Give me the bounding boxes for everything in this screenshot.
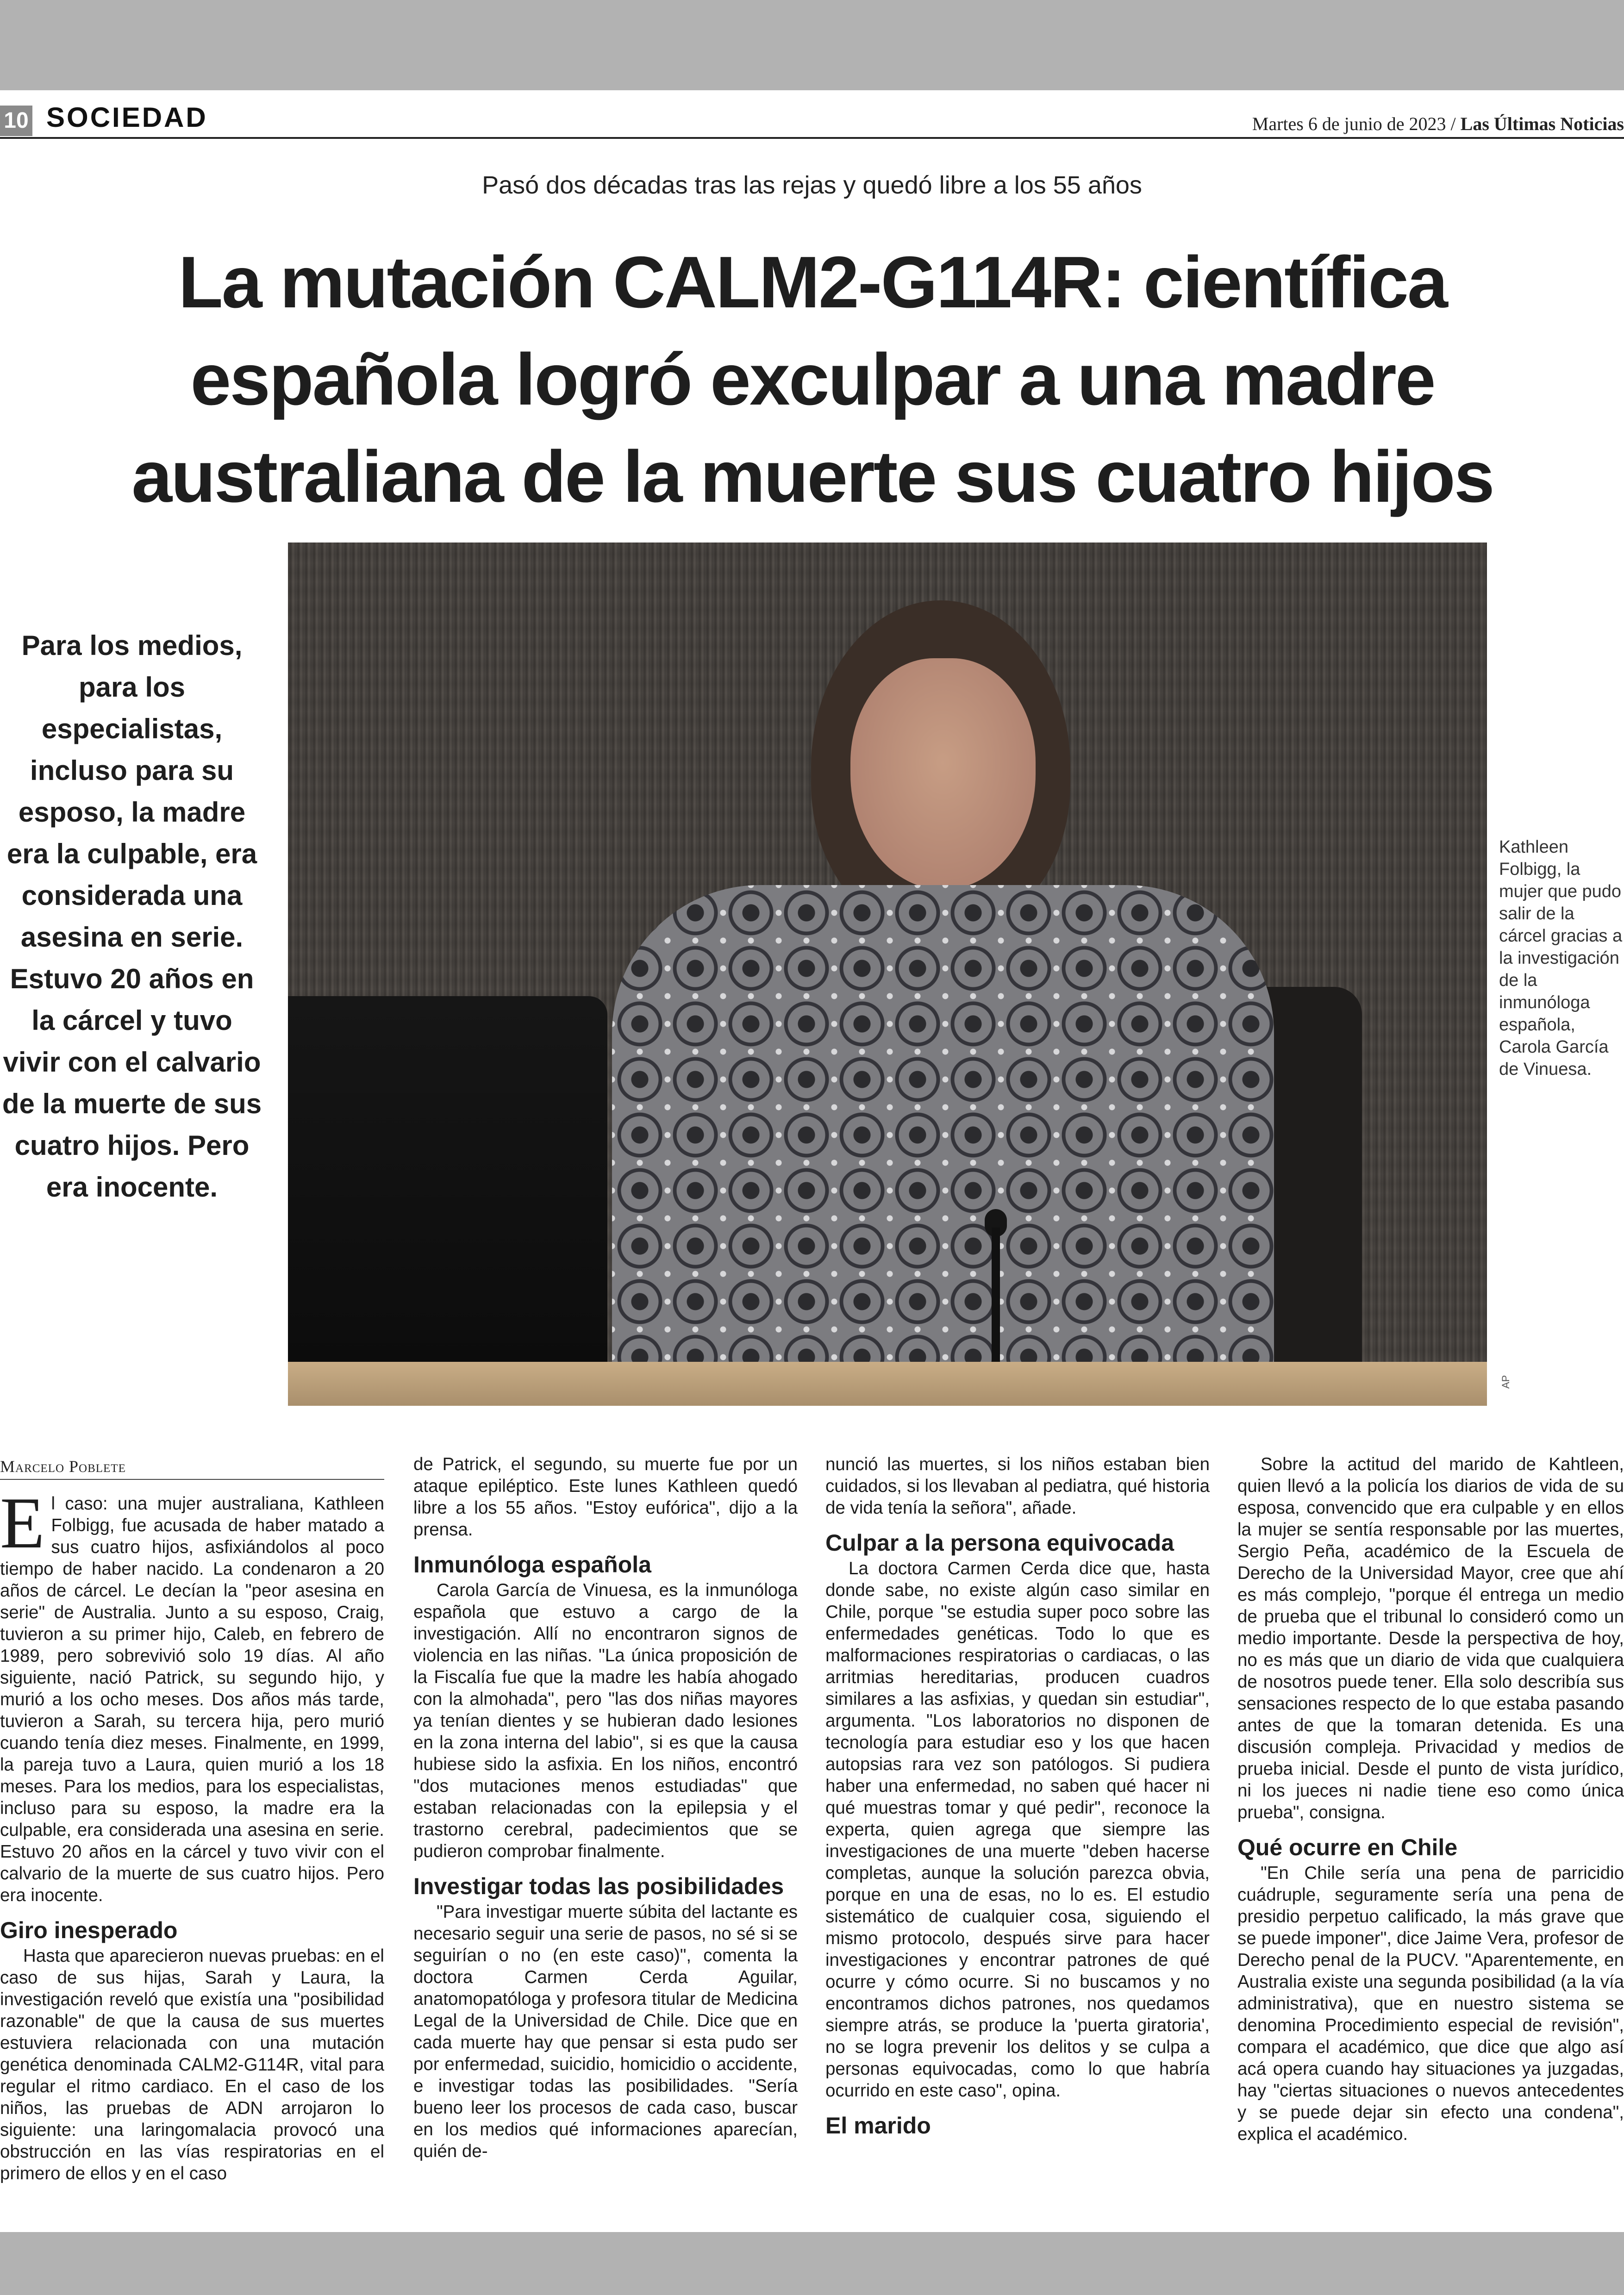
body-paragraph: nunció las muertes, si los niños estaban bien cuidados, si los llevaban al pediatra, qué historia de vida tenía la señora", añade. [825,1454,1210,1518]
pull-quote: Para los medios, para los especialistas, incluso para su esposo, la madre era la culpable, era considerada una asesina en serie. Estuvo 20 años en la cárcel y tuvo vivir con el calvario de la muerte de sus cuatro hijos. Pero era inocente. [2,630,262,1203]
photo-desk [288,1362,1487,1406]
photo-caption: Kathleen Folbigg, la mujer que pudo salir de la cárcel gracias a la investigación de la inmunóloga española, Carola García de Vinuesa. [1499,837,1623,1079]
publication-date: Martes 6 de junio de 2023 / [1252,113,1461,134]
header-rule [0,137,1624,139]
section-title: SOCIEDAD [46,102,208,133]
body-paragraph: "Para investigar muerte súbita del lactante es necesario seguir una serie de pasos, no sé si se seguirían o no (en este caso)", comenta la doctora Carmen Cerda Aguilar, anatomopatóloga y profesora titular de Medicina Legal de la Universidad de Chile. Dice que en cada muerte hay que pensar si esta pudo ser por enfermedad, suicidio, homicidio o accidente, e investigar todas las posibilidades. "Sería bueno leer los procesos de cada caso, buscar en los medios qué informaciones aparecían, quién de- [413,1902,798,2161]
photo-subject-blouse [612,885,1274,1366]
article-column-2 [413,1453,798,2162]
publication-name: Las Últimas Noticias [1460,113,1624,134]
article-column-3 [825,1453,1210,2140]
page-number: 10 [0,106,32,136]
top-margin-band [0,0,1624,90]
subhead-investigar-posibilidades: Investigar todas las posibilidades [413,1873,784,1899]
body-paragraph: "En Chile sería una pena de parricidio cuádruple, seguramente sería una pena de presidio perpetuo calificado, la más grave que se puede imponer", dice Jaime Vera, profesor de Derecho penal de la PUCV. "Aparentemente, en Australia existe una segunda posibilidad (a la vía administrativa), que en nuestro sistema se denomina Procedimiento especial de revisión", compara el académico, que dice que algo así acá opera cuando hay situaciones ya juzgadas, hay "ciertas situaciones o nuevos antecedentes y se puede dejar sin efecto una condena", explica el académico. [1237,1863,1624,2144]
body-paragraph: Hasta que aparecieron nuevas pruebas: en el caso de sus hijas, Sarah y Laura, la investigación reveló que existía una "posibilidad razonable" de que la causa de sus muertes estuviera relacionada con una mutación genética denominada CALM2-G114R, vital para regular el ritmo cardiaco. En el caso de los niños, las pruebas de ADN arrojaron lo siguiente: una laringomalacia provocó una obstrucción en las vías respiratorias en el primero de ellos y en el caso [0,1946,384,2183]
article-photo [288,543,1487,1406]
bottom-margin-band [0,2232,1624,2295]
subhead-giro-inesperado: Giro inesperado [0,1917,178,1943]
drop-cap: E [0,1483,45,1564]
article-column-1 [0,1483,384,2184]
body-paragraph: de Patrick, el segundo, su muerte fue por un ataque epiléptico. Este lunes Kathleen quedó libre a los 55 años. "Estoy eufórica", dijo a la prensa. [413,1454,798,1540]
subhead-culpar-persona-equivocada: Culpar a la persona equivocada [825,1530,1174,1556]
subhead-inmunologa-espanola: Inmunóloga española [413,1552,651,1578]
subhead-que-ocurre-en-chile: Qué ocurre en Chile [1237,1834,1458,1860]
photo-subject-face [850,658,1036,890]
body-paragraph: Carola García de Vinuesa, es la inmunóloga española que estuvo a cargo de la investigación. Allí no encontraron signos de violencia en las niñas. "La única proposición de la Fiscalía fue que la madre les había ahogado con la almohada", pero "las dos niñas mayores ya tenían dientes y se hubieran dado lesiones en la zona interna del labio", si es que la causa hubiese sido la asfixia. En los niños, encontró "dos mutaciones menos estudiadas" que estaban relacionadas con la epilepsia y el trastorno cerebral, padecimientos que se pudieron comprobar finalmente. [413,1580,798,1861]
subhead-el-marido: El marido [825,2113,931,2139]
body-paragraph: La doctora Carmen Cerda dice que, hasta donde sabe, no existe algún caso similar en Chile, porque "se estudia super poco sobre las enfermedades genéticas. Todo lo que es malformaciones respiratorias o cardiacas, o las arritmias hereditarias, producen cuadros similares a las asfixias, y quedan sin estudiar", argumenta. "Los laboratorios no disponen de tecnología para estudiar eso y los que hacen autopsias rara vez son patólogos. Si pudiera haber una enfermedad, no saben qué hacer ni qué muestras tomar y qué pedir", reconoce la experta, quien agrega que siempre las investigaciones de una muerte "deben hacerse completas, aunque la solución parezca obvia, porque en una de esas, no lo es. El estudio sistemático de cualquier cosa, siguiendo el mismo protocolo, después sirve para hacer investigaciones y encontrar patrones de qué ocurre y cómo ocurre. Si no buscamos y no encontramos dichos patrones, nos quedamos siempre atrás, se produce la 'puerta giratoria', no se logra prevenir los delitos y se culpa a personas equivocadas, como lo que habría ocurrido en este caso", opina. [825,1559,1210,2101]
photo-credit: AP [1500,1375,1512,1389]
lead-paragraph [0,1483,384,1906]
article-headline: La mutación CALM2-G114R: científica española logró exculpar a una madre australiana de la muerte sus cuatro hijos [131,242,1493,518]
body-paragraph: Sobre la actitud del marido de Kahtleen, quien llevó a la policía los diarios de vida de su esposa, convencido que era culpable y en ellos la mujer se sentía responsable por las muertes, Sergio Peña, académico de la Escuela de Derecho de la Universidad Mayor, cree que ahí es más complejo, "porque él entrega un medio de prueba que el tribunal lo consideró como un medio importante. Desde la perspectiva de hoy, no es más que un diario de vida que cualquiera de nosotros puede tener. Ella solo describía sus sensaciones respecto de lo que estaba pasando antes de que la tomaran detenida. Es una discusión compleja. Privacidad y medios de prueba inicial. Desde el punto de vista jurídico, ni los jueces ni nadie tiene eso como única prueba", consigna. [1237,1454,1624,1822]
lead-text: l caso: una mujer australiana, Kathleen Folbigg, fue acusada de haber matado a sus cuatro hijos, asfixiándolos al poco tiempo de haber nacido. La condenaron a 20 años de cárcel. Le decían la "peor asesina en serie" de Australia. Junto a su esposo, Craig, tuvieron a su primer hijo, Caleb, en febrero de 1989, pero sobrevivió solo 19 días. Al año siguiente, nació Patrick, su segundo hijo, y murió a los ocho meses. Dos años más tarde, tuvieron a Sarah, su tercera hija, pero murió cuando tenía diez meses. Finalmente, en 1999, la pareja tuvo a Laura, quien murió a los 18 meses. Para los medios, para los especialistas, incluso para su esposo, la madre era la culpable, era considerada una asesina en serie. Estuvo 20 años en la cárcel y tuvo vivir con el calvario de la muerte de sus cuatro hijos. Pero era inocente. [0,1494,384,1905]
byline: Marcelo Poblete [0,1455,384,1480]
photo-monitor [288,996,607,1366]
photo-microphone-stand [992,1228,1000,1366]
article-column-4 [1237,1453,1624,2145]
article-kicker: Pasó dos décadas tras las rejas y quedó libre a los 55 años [482,171,1142,199]
dateline [1252,111,1624,137]
